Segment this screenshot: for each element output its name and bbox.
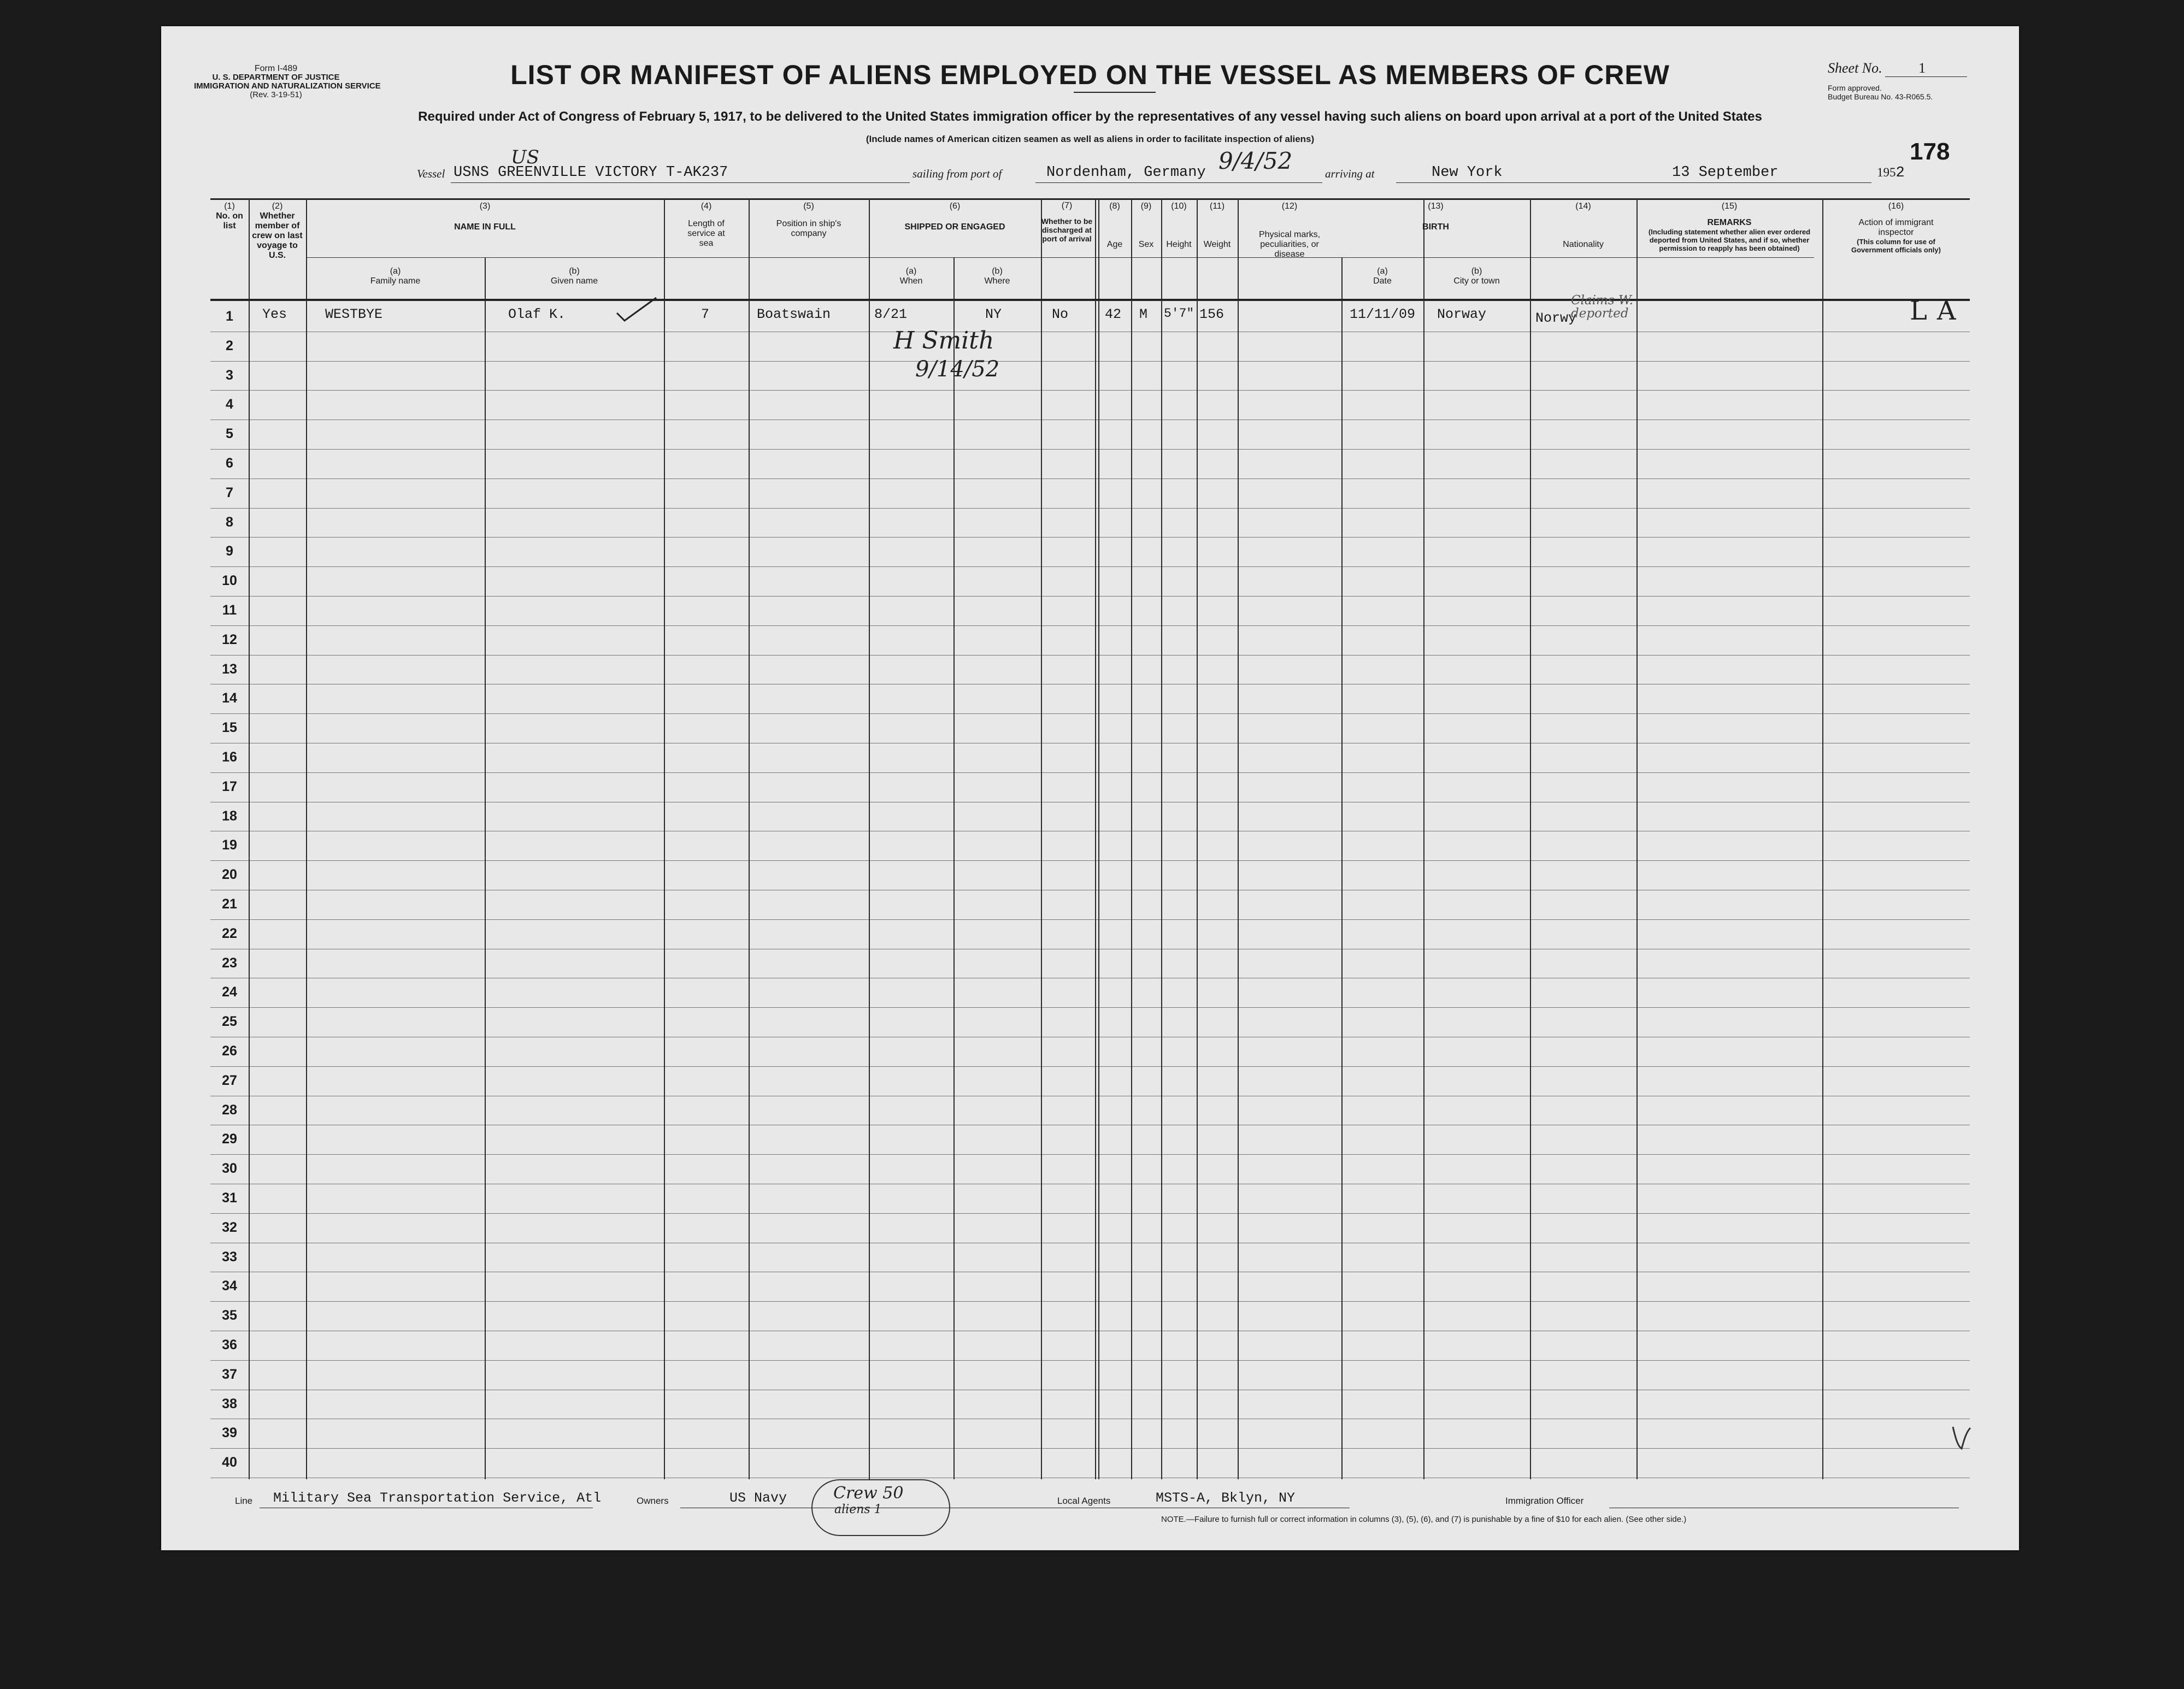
row-rule xyxy=(210,713,1970,714)
header-col-3a-num: (a) xyxy=(390,267,401,276)
approval-line-2: Budget Bureau No. 43-R065.5. xyxy=(1828,92,1933,101)
cell-hand-action: LA xyxy=(1910,296,1966,326)
department-name: U. S. DEPARTMENT OF JUSTICE xyxy=(212,73,340,82)
arrival-underline xyxy=(1396,182,1871,183)
column-rule xyxy=(1238,198,1239,1479)
column-rule xyxy=(1041,198,1042,1479)
row-number: 5 xyxy=(226,426,233,442)
cell-service-length: 7 xyxy=(701,306,710,322)
header-col-3 xyxy=(306,202,664,232)
row-number: 18 xyxy=(222,808,237,824)
footer-line-label: Line xyxy=(235,1496,253,1506)
row-rule xyxy=(210,919,1970,920)
header-col-13-label: BIRTH xyxy=(1422,222,1449,232)
port-to: New York xyxy=(1432,164,1503,181)
header-col-15 xyxy=(1636,202,1822,252)
column-rule xyxy=(953,257,955,1479)
header-col-3b-num: (b) xyxy=(569,267,580,276)
row-number: 32 xyxy=(222,1219,237,1235)
approval-note xyxy=(1828,84,1933,101)
header-col-4-num: (4) xyxy=(700,202,712,211)
header-col-6a-label: When xyxy=(899,276,923,286)
row-number: 40 xyxy=(222,1455,237,1471)
header-col-1 xyxy=(210,202,249,231)
header-col-14 xyxy=(1530,202,1636,250)
header-col-13a-num: (a) xyxy=(1377,267,1388,276)
row-number: 27 xyxy=(222,1072,237,1088)
column-rule xyxy=(1530,198,1531,1479)
manifest-sheet xyxy=(161,26,2019,1550)
checkmark-icon xyxy=(615,297,658,324)
sheet-underline xyxy=(1885,76,1967,77)
header-col-3b xyxy=(485,267,664,286)
column-rule xyxy=(1095,198,1096,1479)
footer-note: NOTE.—Failure to furnish full or correct information in columns (3), (5), (6), and (7) is punishable by a fine of $10 for each alien. (See other side.) xyxy=(1161,1515,1687,1524)
vessel-underline xyxy=(451,182,910,183)
footer-owners-label: Owners xyxy=(637,1496,669,1506)
header-col-11-num: (11) xyxy=(1209,202,1225,211)
row-rule xyxy=(210,625,1970,626)
form-number: Form I-489 xyxy=(254,64,298,73)
row-number: 25 xyxy=(222,1014,237,1030)
header-col-8-num: (8) xyxy=(1109,202,1120,211)
row-number: 22 xyxy=(222,925,237,941)
column-rule xyxy=(1131,198,1132,1479)
row-rule xyxy=(210,537,1970,538)
column-rule xyxy=(1822,198,1823,1479)
header-col-13 xyxy=(1341,202,1530,232)
row-number: 20 xyxy=(222,867,237,883)
row-number: 35 xyxy=(222,1308,237,1324)
sailing-hand-date: 9/4/52 xyxy=(1218,147,1293,174)
cell-family-name: WESTBYE xyxy=(325,306,383,322)
column-rule xyxy=(869,198,870,1479)
row-number: 33 xyxy=(222,1249,237,1265)
header-col-16-num: (16) xyxy=(1888,202,1904,211)
row-number: 28 xyxy=(222,1102,237,1118)
header-col-9-num: (9) xyxy=(1140,202,1152,211)
column-rule xyxy=(1098,198,1099,1479)
form-revision: (Rev. 3-19-51) xyxy=(250,90,302,99)
row-rule xyxy=(210,596,1970,597)
footer-agents-value: MSTS-A, Bklyn, NY xyxy=(1156,1490,1296,1506)
row-rule xyxy=(210,449,1970,450)
row-rule xyxy=(210,361,1970,362)
row-number: 39 xyxy=(222,1425,237,1441)
row-number: 23 xyxy=(222,955,237,971)
row-rule xyxy=(210,772,1970,773)
row-number: 8 xyxy=(226,514,233,530)
header-col-3a xyxy=(306,267,485,286)
header-col-5-label: Position in ship's company xyxy=(776,219,841,238)
header-col-3-label: NAME IN FULL xyxy=(454,222,516,232)
column-rule xyxy=(1636,198,1638,1479)
column-rule xyxy=(306,198,307,1479)
cell-position: Boatswain xyxy=(757,306,831,322)
row-rule xyxy=(210,390,1970,391)
header-col-6b xyxy=(953,267,1041,286)
row-rule xyxy=(210,508,1970,509)
footer-officer-label: Immigration Officer xyxy=(1505,1496,1584,1506)
header-col-10-label: Height xyxy=(1166,240,1192,249)
column-rule xyxy=(1341,257,1343,1479)
row-number: 2 xyxy=(226,338,233,353)
header-col-6a-num: (a) xyxy=(905,267,917,276)
header-col-7-num: (7) xyxy=(1061,201,1073,210)
crew-count: Crew 50 xyxy=(833,1484,904,1503)
table-top-rule xyxy=(210,198,1970,200)
handwritten-signature: H Smith xyxy=(893,327,994,355)
row-number: 21 xyxy=(222,896,237,912)
row-number: 36 xyxy=(222,1337,237,1353)
cell-sex: M xyxy=(1139,306,1148,322)
header-col-6b-num: (b) xyxy=(992,267,1003,276)
header-col-6-label: SHIPPED OR ENGAGED xyxy=(904,222,1005,232)
column-rule xyxy=(1423,198,1424,1479)
header-bottom-rule xyxy=(210,299,1970,301)
cell-birth-date: 11/11/09 xyxy=(1350,306,1416,322)
row-number: 26 xyxy=(222,1043,237,1059)
header-col-11 xyxy=(1197,202,1238,250)
header-col-15-label: REMARKS xyxy=(1707,218,1752,227)
stamp-number: 178 xyxy=(1910,138,1950,165)
row-number: 29 xyxy=(222,1131,237,1147)
header-col-13b xyxy=(1423,267,1530,286)
row-number: 24 xyxy=(222,984,237,1000)
header-col-12 xyxy=(1238,202,1341,259)
header-col-11-label: Weight xyxy=(1203,240,1231,249)
sheet-label: Sheet No. xyxy=(1828,60,1882,76)
header-col-9-label: Sex xyxy=(1138,240,1154,249)
arriving-label: arriving at xyxy=(1325,167,1375,180)
header-col-5 xyxy=(749,202,869,239)
row-number: 15 xyxy=(222,720,237,736)
vessel-label: Vessel xyxy=(417,167,445,180)
row-rule xyxy=(210,566,1970,567)
header-col-13a xyxy=(1341,267,1423,286)
header-col-1-num: (1) xyxy=(224,202,235,211)
arrival-date: 13 September xyxy=(1672,164,1779,181)
row-rule xyxy=(210,1301,1970,1302)
header-col-2-num: (2) xyxy=(272,202,283,211)
header-col-8-label: Age xyxy=(1106,240,1123,249)
sheet-number xyxy=(1828,60,1926,76)
alien-count: aliens 1 xyxy=(834,1503,882,1516)
approval-line-1: Form approved. xyxy=(1828,84,1882,92)
cell-shipped-when: 8/21 xyxy=(874,306,908,322)
row-number: 16 xyxy=(222,749,237,765)
column-rule xyxy=(1197,198,1198,1479)
footer-owners-value: US Navy xyxy=(729,1490,787,1506)
header-col-1-label: No. on list xyxy=(216,211,243,231)
row-number: 17 xyxy=(222,778,237,794)
header-col-6a xyxy=(869,267,953,286)
header-col-13b-num: (b) xyxy=(1471,267,1482,276)
header-col-3-num: (3) xyxy=(479,202,491,211)
sailing-label: sailing from port of xyxy=(913,167,1002,180)
row-number: 38 xyxy=(222,1396,237,1412)
row-number: 1 xyxy=(226,309,233,324)
cell-age: 42 xyxy=(1105,306,1122,322)
row-number: 9 xyxy=(226,544,233,559)
header-col-12-label: Physical marks, peculiarities, or disease xyxy=(1258,230,1321,259)
column-rule xyxy=(664,198,665,1479)
header-col-8 xyxy=(1098,202,1131,250)
port-from-underline xyxy=(1035,182,1322,183)
row-rule xyxy=(210,1360,1970,1361)
header-col-3b-label: Given name xyxy=(550,276,598,286)
header-col-16-label: Action of immigrant inspector xyxy=(1858,218,1934,237)
header-col-6 xyxy=(869,202,1041,232)
document-title: LIST OR MANIFEST OF ALIENS EMPLOYED ON THE VESSEL AS MEMBERS OF CREW xyxy=(510,60,1670,90)
row-number: 34 xyxy=(222,1278,237,1294)
row-number: 14 xyxy=(222,690,237,706)
footer-line-value: Military Sea Transportation Service, Atl xyxy=(273,1490,602,1506)
header-col-12-num: (12) xyxy=(1281,202,1298,211)
row-number: 11 xyxy=(222,603,237,618)
row-number: 30 xyxy=(222,1161,237,1177)
header-col-4 xyxy=(664,202,749,249)
title-underline xyxy=(1074,92,1156,93)
header-col-10 xyxy=(1161,202,1197,250)
header-col-13-num: (13) xyxy=(1428,202,1444,211)
row-rule xyxy=(210,1007,1970,1008)
header-col-15-sub: (Including statement whether alien ever ordered deported from United States, and if so, whether permission to reapply has been obtained) xyxy=(1648,228,1811,252)
vessel-name: USNS GREENVILLE VICTORY T-AK237 xyxy=(454,164,728,181)
port-from: Nordenham, Germany xyxy=(1046,164,1206,181)
column-rule xyxy=(485,257,486,1479)
footer-agents-label: Local Agents xyxy=(1057,1496,1111,1506)
cell-shipped-where: NY xyxy=(985,306,1002,322)
header-col-10-num: (10) xyxy=(1171,202,1187,211)
cell-birth-city: Norway xyxy=(1437,306,1487,322)
row-rule xyxy=(210,1154,1970,1155)
cell-given-name: Olaf K. xyxy=(508,306,566,322)
header-col-9 xyxy=(1131,202,1161,250)
header-col-13a-label: Date xyxy=(1373,276,1392,286)
row-rule xyxy=(210,1448,1970,1449)
row-number: 6 xyxy=(226,456,233,471)
row-rule xyxy=(210,860,1970,861)
header-col-7-label: Whether to be discharged at port of arrival xyxy=(1041,217,1093,243)
vessel-hand-prefix: US xyxy=(511,146,539,168)
header-col-6b-label: Where xyxy=(984,276,1010,286)
header-col-14-label: Nationality xyxy=(1563,240,1604,249)
row-number: 19 xyxy=(222,837,237,853)
row-number: 7 xyxy=(226,485,233,500)
document-subtitle-note: (Include names of American citizen seamen as well as aliens in order to facilitate inspection of aliens) xyxy=(866,134,1315,144)
header-col-7 xyxy=(1041,202,1093,243)
row-number: 12 xyxy=(222,631,237,647)
row-number: 13 xyxy=(222,661,237,677)
column-rule xyxy=(1161,198,1162,1479)
header-col-3a-label: Family name xyxy=(370,276,421,286)
cell-hand-remark: Claims W. deported xyxy=(1571,293,1633,321)
row-number: 10 xyxy=(222,573,237,589)
year-prefix: 195 xyxy=(1877,166,1896,179)
header-col-2 xyxy=(249,202,306,261)
row-number: 4 xyxy=(226,397,233,412)
header-col-5-num: (5) xyxy=(803,202,814,211)
header-col-13b-label: City or town xyxy=(1453,276,1500,286)
cell-weight: 156 xyxy=(1199,306,1225,322)
cell-height: 5'7" xyxy=(1164,306,1194,321)
header-col-16-sub: (This column for use of Government officials only) xyxy=(1851,238,1941,254)
crew-count-note xyxy=(811,1479,950,1536)
tick-mark-icon xyxy=(1951,1425,1973,1451)
row-rule xyxy=(210,1066,1970,1067)
cell-discharged: No xyxy=(1052,306,1069,322)
document-subtitle: Required under Act of Congress of February 5, 1917, to be delivered to the United States immigration officer by the representatives of any vessel having such aliens on board upon arrival at a port of the United States xyxy=(418,109,1762,124)
subheader-rule xyxy=(306,257,1814,258)
header-col-15-num: (15) xyxy=(1721,202,1738,211)
year-suffix: 2 xyxy=(1895,165,1905,181)
crew-manifest-table xyxy=(210,198,1970,1479)
header-col-2-label: Whether member of crew on last voyage to U.S. xyxy=(252,211,303,260)
sheet-value: 1 xyxy=(1918,60,1926,76)
row-number: 3 xyxy=(226,367,233,383)
column-rule xyxy=(249,198,250,1479)
handwritten-signature-date: 9/14/52 xyxy=(915,357,1000,382)
service-name: IMMIGRATION AND NATURALIZATION SERVICE xyxy=(194,81,381,91)
row-number: 37 xyxy=(222,1366,237,1382)
column-rule xyxy=(749,198,750,1479)
header-col-16 xyxy=(1822,202,1970,254)
header-col-4-label: Length of service at sea xyxy=(687,219,725,248)
row-number: 31 xyxy=(222,1190,237,1206)
cell-crew-last-voyage: Yes xyxy=(262,306,287,322)
row-rule xyxy=(210,1213,1970,1214)
cell-nationality: Norwy xyxy=(1535,310,1577,326)
arrival-year xyxy=(1877,165,1905,181)
header-col-6-num: (6) xyxy=(949,202,961,211)
header-col-14-num: (14) xyxy=(1575,202,1591,211)
